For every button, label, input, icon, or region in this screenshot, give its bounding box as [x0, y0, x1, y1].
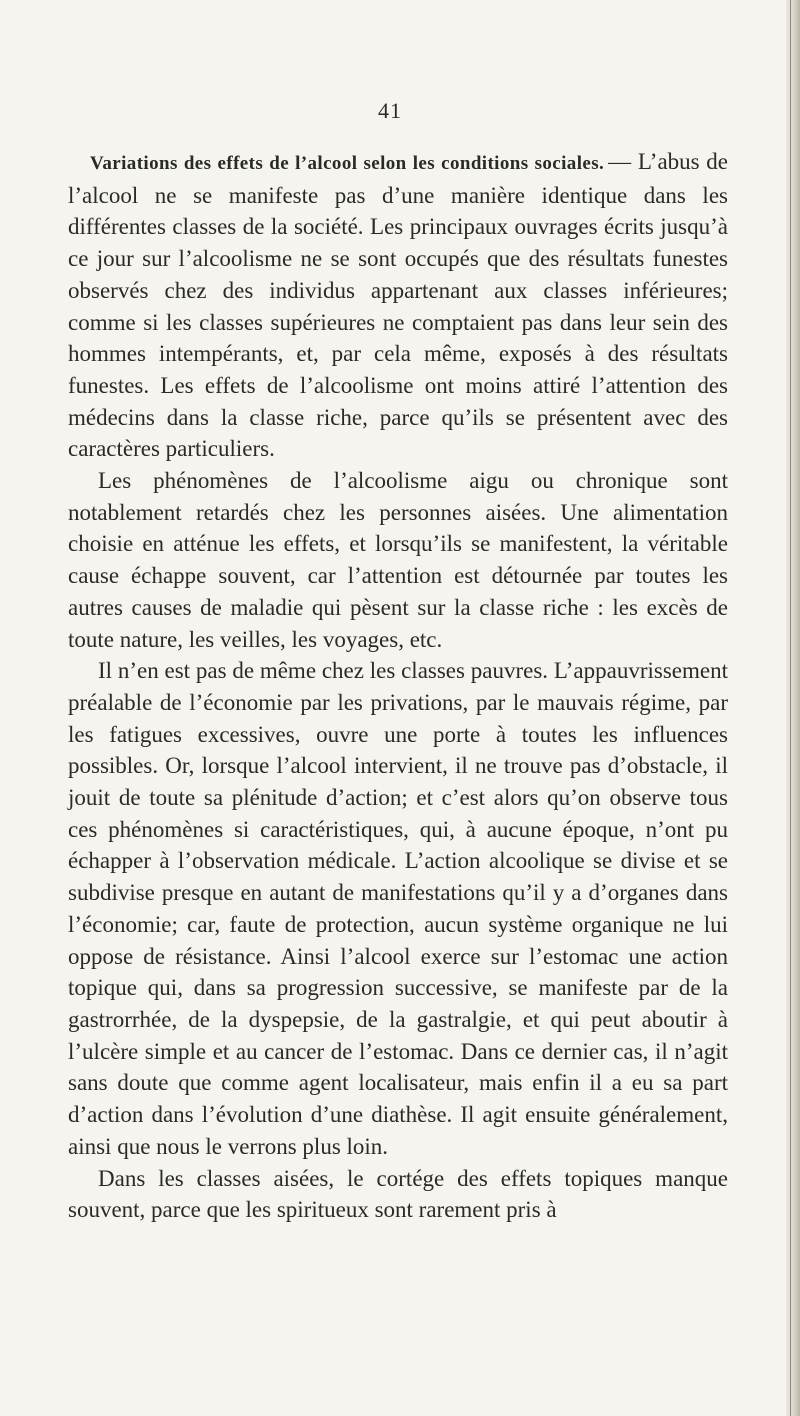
paragraph-2: Les phénomènes de l’alcoolisme aigu ou chronique sont notablement retardés chez les personnes aisées. Une alimentation choisie en atténue les effets, et lorsqu’ils se manifestent, la véritable cause échappe souvent, car l’attention est détournée par toutes les autres causes de maladie qui pèsent sur la classe riche : les excès de toute nature, les veilles, les voyages, etc.: [68, 468, 728, 652]
section-heading: Variations des effets de l’alcool selon les conditions sociales.: [90, 153, 605, 174]
page-number: 41: [378, 98, 402, 123]
paragraph-3: Il n’en est pas de même chez les classes pauvres. L’appauvrissement préalable de l’économie par les privations, par le mauvais régime, par les fatigues excessives, ouvre une porte à toutes les influences possibles. Or, lorsque l’alcool intervient, il ne trouve pas d’obstacle, il jouit de toute sa plénitude d’action; et c’est alors qu’on observe tous ces phénomènes si caractéristiques, qui, à aucune époque, n’ont pu échapper à l’observation médicale. L’action alcoolique se divise et se subdivise presque en autant de manifestations qu’il y a d’organes dans l’économie; car, faute de protection, aucun système organique ne lui oppose de résistance. Ainsi l’alcool exerce sur l’estomac une action topique qui, dans sa progression successive, se manifeste par de la gastrorrhée, de la dyspepsie, de la gastralgie, et qui peut aboutir à l’ulcère simple et au cancer de l’estomac. Dans ce dernier cas, il n’agit sans doute que comme agent localisateur, mais enfin il a eu sa part d’action dans l’évolution d’une diathèse. Il agit ensuite généralement, ainsi que nous le verrons plus loin.: [68, 658, 728, 1159]
paragraph-4: Dans les classes aisées, le cortége des effets topiques manque souvent, parce que les spiritueux sont rarement pris à: [68, 1165, 728, 1223]
heading-dash: —: [608, 149, 632, 174]
paragraph-1-text: L’abus de l’alcool ne se manifeste pas d’une manière identique dans les différentes classes de la société. Les principaux ouvrages écrits jusqu’à ce jour sur l’alcoolisme ne se sont occupés que des résultats funestes observés chez des individus appartenant aux classes inférieures; comme si les classes supérieures ne comptaient pas dans leur sein des hommes intempérants, et, par cela même, exposés à des résultats funestes. Les effets de l’alcoolisme ont moins attiré l’attention des médecins dans la classe riche, parce qu’ils se présentent avec des caractères particuliers.: [68, 149, 729, 462]
paragraph-1: [68, 146, 728, 465]
body-text: [68, 146, 728, 1226]
page-edge-line: [790, 0, 791, 1416]
page-edge-shadow: [786, 0, 800, 1416]
